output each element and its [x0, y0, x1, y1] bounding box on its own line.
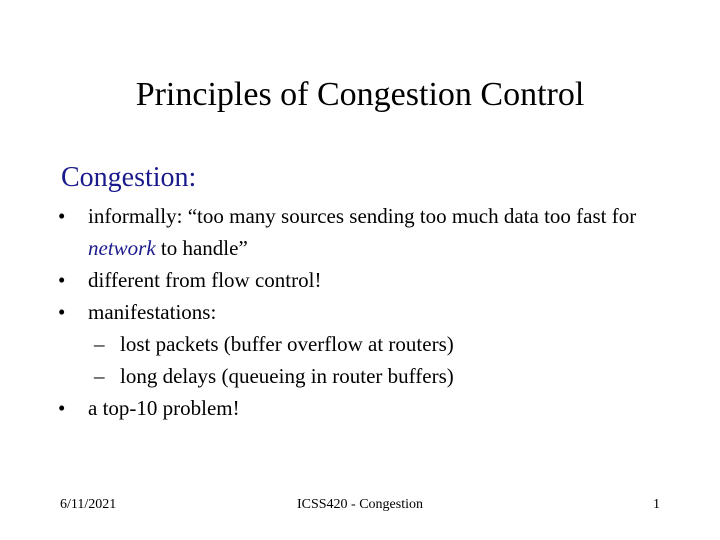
bullet-marker: •	[58, 268, 66, 292]
emphasized-word: network	[88, 236, 156, 260]
sub-bullet-lost-packets	[58, 328, 698, 360]
bullet-text: different from flow control!	[88, 268, 322, 292]
sub-bullet-marker: –	[94, 332, 105, 356]
section-heading: Congestion:	[61, 162, 197, 193]
bullet-text: informally: “too many sources sending too much data too fast for	[88, 204, 637, 228]
bullet-text: a top-10 problem!	[88, 396, 240, 420]
bullet-text-end: to handle”	[155, 236, 248, 260]
bullet-list	[58, 200, 698, 424]
bullet-item-manifestations	[58, 296, 698, 328]
footer-date: 6/11/2021	[60, 497, 117, 512]
bullet-marker: •	[58, 396, 66, 420]
bullet-marker: •	[58, 204, 66, 228]
sub-bullet-marker: –	[94, 364, 105, 388]
bullet-marker: •	[58, 300, 66, 324]
sub-bullet-text: lost packets (buffer overflow at routers)	[120, 332, 454, 356]
sub-bullet-text: long delays (queueing in router buffers)	[120, 364, 454, 388]
bullet-item-flow-control	[58, 264, 698, 296]
footer-page-number: 1	[653, 497, 660, 512]
sub-bullet-long-delays	[58, 360, 698, 392]
footer-course-title: ICSS420 - Congestion	[296, 497, 423, 512]
bullet-text: manifestations:	[88, 300, 217, 324]
bullet-item-informally	[58, 200, 698, 264]
bullet-item-top-10	[58, 392, 698, 424]
slide-title: Principles of Congestion Control	[135, 76, 585, 113]
